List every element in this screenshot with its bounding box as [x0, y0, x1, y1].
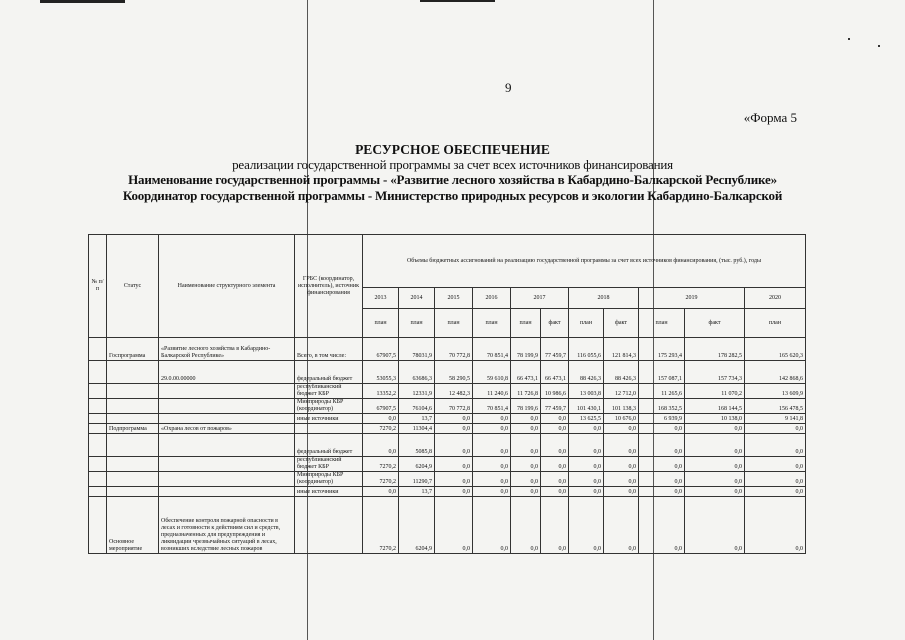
cell-source: [295, 424, 363, 434]
cell-value: 0,0: [604, 472, 639, 487]
cell-value: 63686,3: [399, 361, 435, 384]
cell-value: 0,0: [363, 434, 399, 457]
cell-source: Минприроды КБР (координатор): [295, 399, 363, 414]
cell-value: 10 986,6: [541, 384, 569, 399]
cell-no: [89, 399, 107, 414]
table-row: [89, 424, 806, 434]
cell-value: 0,0: [541, 424, 569, 434]
program-name: Наименование государственной программы - «Развитие лесного хозяйства в Кабардино-Балкарской Республике»: [128, 172, 777, 187]
cell-value: 0,0: [541, 434, 569, 457]
cell-status: Госпрограмма: [107, 338, 159, 361]
cell-value: 76104,6: [399, 399, 435, 414]
cell-value: 7270,2: [363, 424, 399, 434]
cell-value: 0,0: [363, 414, 399, 424]
cell-status: [107, 472, 159, 487]
cell-value: 11304,4: [399, 424, 435, 434]
cell-value: 0,0: [639, 472, 685, 487]
cell-value: 168 144,5: [685, 399, 745, 414]
cell-value: 175 293,4: [639, 338, 685, 361]
cell-name: 29.0.00.00000: [159, 361, 295, 384]
fact-header: факт: [604, 309, 639, 338]
cell-value: 0,0: [541, 497, 569, 554]
cell-source: республиканский бюджет КБР: [295, 457, 363, 472]
cell-value: 6204,9: [399, 457, 435, 472]
cell-value: 157 734,3: [685, 361, 745, 384]
year-header: 2013: [363, 288, 399, 309]
cell-value: 0,0: [511, 457, 541, 472]
cell-no: [89, 472, 107, 487]
plan-header: план: [569, 309, 604, 338]
cell-value: 66 473,1: [511, 361, 541, 384]
cell-value: 0,0: [639, 434, 685, 457]
cell-value: 6 939,9: [639, 414, 685, 424]
cell-value: 0,0: [435, 487, 473, 497]
cell-value: 7270,2: [363, 472, 399, 487]
cell-value: 5085,8: [399, 434, 435, 457]
cell-value: 11 265,6: [639, 384, 685, 399]
cell-value: 0,0: [511, 434, 541, 457]
cell-value: 0,0: [639, 457, 685, 472]
cell-value: 0,0: [473, 434, 511, 457]
table-row: [89, 384, 806, 399]
cell-name: [159, 399, 295, 414]
cell-no: [89, 424, 107, 434]
cell-value: 0,0: [473, 487, 511, 497]
cell-status: Основное мероприятие: [107, 497, 159, 554]
fact-header: факт: [685, 309, 745, 338]
cell-no: [89, 497, 107, 554]
resource-table: [88, 234, 806, 554]
cell-source: федеральный бюджет: [295, 361, 363, 384]
cell-value: 88 426,3: [604, 361, 639, 384]
fact-header: факт: [541, 309, 569, 338]
cell-name: [159, 414, 295, 424]
cell-name: [159, 434, 295, 457]
document-title: РЕСУРСНОЕ ОБЕСПЕЧЕНИЕ: [355, 142, 550, 157]
cell-value: 13 003,8: [569, 384, 604, 399]
cell-value: 0,0: [639, 487, 685, 497]
cell-value: 0,0: [511, 424, 541, 434]
cell-source: республиканский бюджет КБР: [295, 384, 363, 399]
cell-value: 0,0: [685, 472, 745, 487]
program-coordinator: Координатор государственной программы - Министерство природных ресурсов и экологии Кабардино-Балкарской: [122, 188, 783, 203]
plan-header: план: [639, 309, 685, 338]
cell-value: 0,0: [685, 434, 745, 457]
cell-value: 0,0: [639, 424, 685, 434]
cell-value: 0,0: [435, 424, 473, 434]
year-header: 2015: [435, 288, 473, 309]
cell-no: [89, 338, 107, 361]
cell-value: 0,0: [473, 424, 511, 434]
cell-no: [89, 414, 107, 424]
cell-no: [89, 361, 107, 384]
cell-value: 0,0: [511, 487, 541, 497]
cell-source: иные источники: [295, 487, 363, 497]
cell-value: 156 478,5: [745, 399, 806, 414]
year-header: 2016: [473, 288, 511, 309]
cell-name: [159, 472, 295, 487]
cell-value: 0,0: [685, 487, 745, 497]
table-row: [89, 361, 806, 384]
cell-value: 0,0: [604, 424, 639, 434]
plan-header: план: [745, 309, 806, 338]
cell-value: 0,0: [745, 472, 806, 487]
form-label: «Форма 5: [743, 110, 797, 125]
cell-status: [107, 487, 159, 497]
year-header: 2014: [399, 288, 435, 309]
table-row: [89, 414, 806, 424]
plan-header: план: [363, 309, 399, 338]
cell-name: [159, 487, 295, 497]
cell-value: 0,0: [685, 457, 745, 472]
cell-value: 53055,3: [363, 361, 399, 384]
cell-status: Подпрограмма: [107, 424, 159, 434]
cell-value: 0,0: [473, 414, 511, 424]
cell-value: 78031,9: [399, 338, 435, 361]
page-number: 9: [505, 80, 512, 95]
cell-status: [107, 414, 159, 424]
table-row: [89, 399, 806, 414]
cell-value: 0,0: [435, 414, 473, 424]
cell-value: 10 676,0: [604, 414, 639, 424]
cell-value: 0,0: [541, 414, 569, 424]
cell-value: 101 430,1: [569, 399, 604, 414]
cell-name: «Развитие лесного хозяйства в Кабардино-Балкарской Республике»: [159, 338, 295, 361]
cell-source: [295, 497, 363, 554]
cell-status: [107, 434, 159, 457]
col-header-name: Наименование структурного элемента: [159, 235, 295, 338]
cell-value: 168 352,5: [639, 399, 685, 414]
cell-value: 0,0: [435, 457, 473, 472]
cell-value: 0,0: [604, 457, 639, 472]
cell-no: [89, 384, 107, 399]
cell-value: 0,0: [745, 457, 806, 472]
cell-value: 9 141,8: [745, 414, 806, 424]
cell-status: [107, 361, 159, 384]
cell-value: 12 482,3: [435, 384, 473, 399]
cell-source: Всего, в том числе:: [295, 338, 363, 361]
cell-value: 77 459,7: [541, 338, 569, 361]
cell-value: 157 087,1: [639, 361, 685, 384]
col-header-grbs: ГРБС (координатор, исполнитель), источник финансирования: [295, 235, 363, 338]
year-header: 2018: [569, 288, 639, 309]
cell-value: 11 240,6: [473, 384, 511, 399]
cell-value: 11290,7: [399, 472, 435, 487]
cell-value: 0,0: [541, 457, 569, 472]
cell-value: 0,0: [569, 472, 604, 487]
cell-value: 0,0: [604, 434, 639, 457]
cell-value: 11 070,2: [685, 384, 745, 399]
table-row: [89, 472, 806, 487]
table-row: [89, 487, 806, 497]
cell-value: 7270,2: [363, 457, 399, 472]
cell-no: [89, 457, 107, 472]
col-header-status: Статус: [107, 235, 159, 338]
table-row: [89, 457, 806, 472]
cell-value: 0,0: [363, 487, 399, 497]
cell-value: 13 609,9: [745, 384, 806, 399]
cell-value: 12 712,0: [604, 384, 639, 399]
year-header: 2020: [745, 288, 806, 309]
cell-value: 0,0: [569, 497, 604, 554]
cell-value: 0,0: [569, 487, 604, 497]
cell-value: 0,0: [435, 472, 473, 487]
cell-value: 116 055,6: [569, 338, 604, 361]
cell-value: 13,7: [399, 487, 435, 497]
cell-value: 121 814,3: [604, 338, 639, 361]
cell-status: [107, 457, 159, 472]
cell-value: 0,0: [473, 457, 511, 472]
cell-value: 67907,5: [363, 399, 399, 414]
cell-value: 0,0: [569, 457, 604, 472]
cell-value: 70 772,8: [435, 399, 473, 414]
cell-value: 6204,9: [399, 497, 435, 554]
cell-value: 0,0: [745, 497, 806, 554]
cell-value: 0,0: [604, 487, 639, 497]
table-row: [89, 338, 806, 361]
cell-value: 0,0: [745, 434, 806, 457]
cell-value: 0,0: [685, 424, 745, 434]
cell-value: 0,0: [639, 497, 685, 554]
cell-value: 0,0: [541, 487, 569, 497]
cell-value: 12331,9: [399, 384, 435, 399]
cell-value: 66 473,1: [541, 361, 569, 384]
scan-artifact-bar: [420, 0, 495, 2]
col-header-no: № п/п: [89, 235, 107, 338]
cell-value: 13352,2: [363, 384, 399, 399]
cell-name: [159, 384, 295, 399]
cell-value: 0,0: [435, 434, 473, 457]
cell-value: 0,0: [685, 497, 745, 554]
cell-name: «Охрана лесов от пожаров»: [159, 424, 295, 434]
cell-source: иные источники: [295, 414, 363, 424]
scan-speck: [848, 38, 850, 40]
cell-value: 10 138,0: [685, 414, 745, 424]
cell-value: 0,0: [745, 487, 806, 497]
cell-value: 0,0: [511, 414, 541, 424]
cell-value: 78 199,9: [511, 338, 541, 361]
document-subtitle: реализации государственной программы за счет всех источников финансирования: [232, 157, 673, 172]
cell-value: 11 726,8: [511, 384, 541, 399]
cell-source: Минприроды КБР (координатор): [295, 472, 363, 487]
cell-value: 165 620,3: [745, 338, 806, 361]
cell-value: 77 459,7: [541, 399, 569, 414]
cell-value: 70 851,4: [473, 399, 511, 414]
cell-value: 142 868,6: [745, 361, 806, 384]
col-header-volumes: Объемы бюджетных ассигнований на реализацию государственной программы за счет всех источников финансирования, (тыс. руб.), годы: [363, 235, 806, 288]
cell-value: 0,0: [604, 497, 639, 554]
plan-header: план: [435, 309, 473, 338]
scan-artifact-bar: [40, 0, 125, 3]
year-header: 2017: [511, 288, 569, 309]
cell-value: 7270,2: [363, 497, 399, 554]
cell-value: 0,0: [473, 472, 511, 487]
cell-no: [89, 434, 107, 457]
cell-value: 101 138,3: [604, 399, 639, 414]
table-row: [89, 497, 806, 554]
cell-value: 13 625,5: [569, 414, 604, 424]
cell-value: 67907,5: [363, 338, 399, 361]
cell-value: 70 772,8: [435, 338, 473, 361]
cell-value: 88 426,3: [569, 361, 604, 384]
plan-header: план: [511, 309, 541, 338]
table-row: [89, 434, 806, 457]
cell-value: 178 282,5: [685, 338, 745, 361]
cell-no: [89, 487, 107, 497]
plan-header: план: [399, 309, 435, 338]
cell-value: 0,0: [473, 497, 511, 554]
cell-name: [159, 457, 295, 472]
cell-value: 0,0: [511, 497, 541, 554]
year-header: 2019: [639, 288, 745, 309]
cell-value: 0,0: [745, 424, 806, 434]
scan-speck: [878, 45, 880, 47]
cell-value: 13,7: [399, 414, 435, 424]
cell-value: 59 610,8: [473, 361, 511, 384]
plan-header: план: [473, 309, 511, 338]
cell-status: [107, 399, 159, 414]
cell-value: 0,0: [569, 424, 604, 434]
cell-value: 0,0: [511, 472, 541, 487]
cell-source: федеральный бюджет: [295, 434, 363, 457]
cell-name: Обеспечение контроля пожарной опасности в лесах и готовности к действиям сил и средств, предназначенных для предупреждения и ликвидации чрезвычайных ситуаций в лесах, возникших вследствие лесных пожаров: [159, 497, 295, 554]
cell-value: 0,0: [435, 497, 473, 554]
cell-value: 0,0: [569, 434, 604, 457]
cell-status: [107, 384, 159, 399]
cell-value: 0,0: [541, 472, 569, 487]
cell-value: 78 199,6: [511, 399, 541, 414]
cell-value: 70 851,4: [473, 338, 511, 361]
cell-value: 58 290,5: [435, 361, 473, 384]
